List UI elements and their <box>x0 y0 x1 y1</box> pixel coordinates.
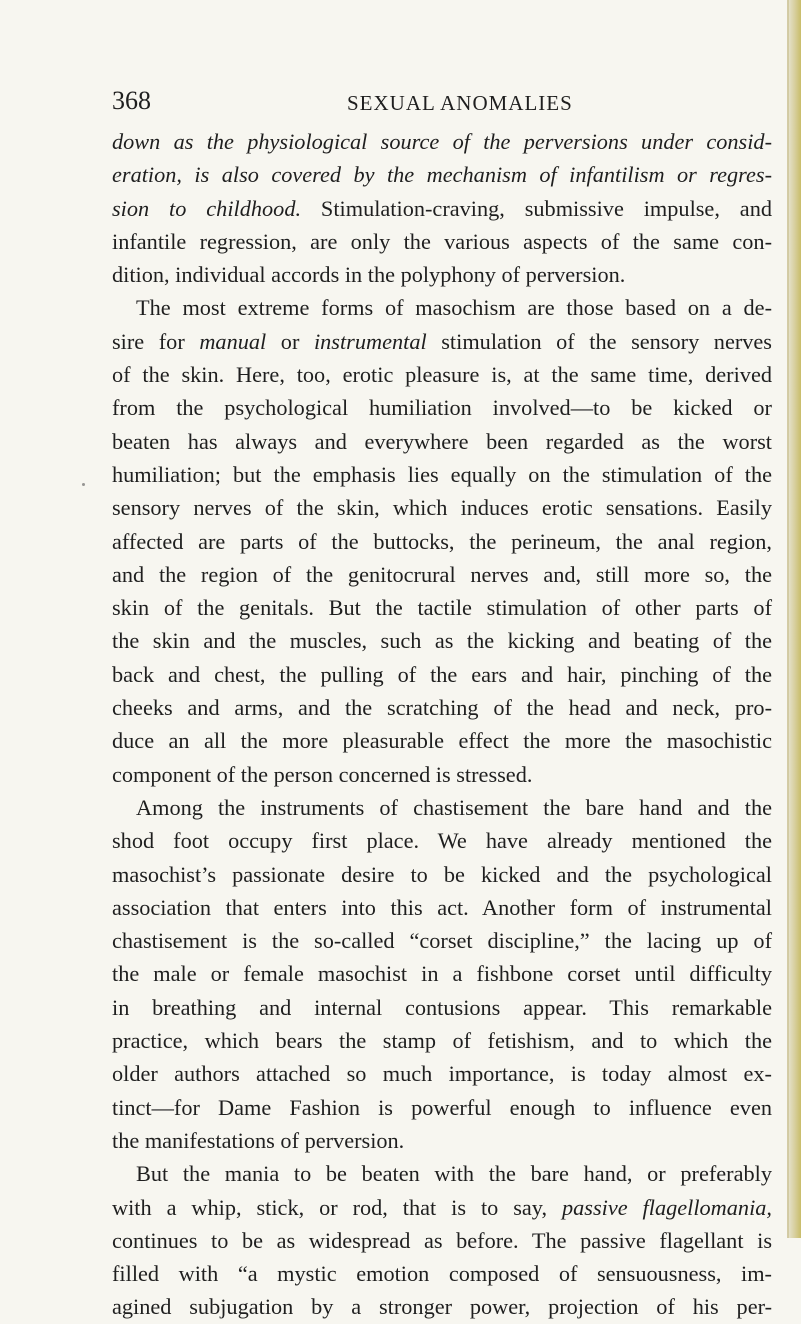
text-segment: chastisement is the so-called “corset discipline,” the lacing up of <box>112 928 772 954</box>
text-line <box>112 691 772 724</box>
text-line <box>112 525 772 558</box>
italic-text: manual <box>199 328 267 354</box>
text-line <box>112 391 772 424</box>
text-segment: duce an all the more pleasurable effect the more the masochistic <box>112 728 772 754</box>
running-header <box>112 86 772 116</box>
text-segment: and the region of the genitocrural nerves and, still more so, the <box>112 561 772 587</box>
text-segment: shod foot occupy first place. We have already mentioned the <box>112 828 772 854</box>
text-line <box>112 291 772 324</box>
text-segment: sire for <box>112 328 200 354</box>
text-line <box>112 991 772 1024</box>
page-number: 368 <box>112 86 151 115</box>
text-segment: sensory nerves of the skin, which induces erotic sensations. Easily <box>112 495 772 521</box>
text-segment: tinct—for Dame Fashion is powerful enough to influence even <box>112 1094 772 1120</box>
text-line <box>112 1124 772 1157</box>
text-line <box>112 458 772 491</box>
text-segment: component of the person concerned is stressed. <box>112 761 533 787</box>
italic-text: eration, is also covered by the mechanism of infantilism or regres- <box>112 162 772 188</box>
text-line <box>112 192 772 225</box>
text-segment: practice, which bears the stamp of fetishism, and to which the <box>112 1028 772 1054</box>
text-segment: the male or female masochist in a fishbone corset until difficulty <box>112 961 772 987</box>
stray-mark <box>82 483 85 486</box>
italic-text: passive flagellomania, <box>562 1194 772 1220</box>
italic-text: down as the physiological source of the perversions under consid- <box>112 129 772 154</box>
text-segment: humiliation; but the emphasis lies equally on the stimulation of the <box>112 461 772 487</box>
text-line <box>112 1257 772 1290</box>
text-segment: in breathing and internal contusions appear. This remarkable <box>112 994 772 1020</box>
text-line <box>112 1024 772 1057</box>
text-segment: infantile regression, are only the various aspects of the same con- <box>112 228 772 254</box>
text-line <box>112 1057 772 1090</box>
text-segment: affected are parts of the buttocks, the perineum, the anal region, <box>112 528 772 554</box>
text-segment: or <box>266 328 314 354</box>
text-line <box>112 425 772 458</box>
text-segment: of the skin. Here, too, erotic pleasure is, at the same time, derived <box>112 362 772 388</box>
text-line <box>112 1157 772 1190</box>
text-line <box>112 125 772 158</box>
text-segment: back and chest, the pulling of the ears and hair, pinching of the <box>112 661 772 687</box>
text-line <box>112 158 772 191</box>
text-segment: skin of the genitals. But the tactile stimulation of other parts of <box>112 595 772 621</box>
text-segment: Stimulation-craving, submissive impulse, and <box>301 195 772 221</box>
text-segment: continues to be as widespread as before. The passive flagellant is <box>112 1227 772 1253</box>
text-segment: association that enters into this act. Another form of instrumental <box>112 894 772 920</box>
text-segment: The most extreme forms of masochism are those based on a de- <box>136 295 772 321</box>
text-line <box>112 491 772 524</box>
text-line <box>112 1191 772 1224</box>
text-line <box>112 558 772 591</box>
text-segment: with a whip, stick, or rod, that is to say, <box>112 1194 562 1220</box>
text-segment: filled with “a mystic emotion composed of sensuousness, im- <box>112 1261 772 1287</box>
text-line <box>112 858 772 891</box>
text-segment: the skin and the muscles, such as the kicking and beating of the <box>112 628 772 654</box>
italic-text: sion to childhood. <box>112 195 302 221</box>
text-line <box>112 824 772 857</box>
text-line <box>112 225 772 258</box>
text-line <box>112 1224 772 1257</box>
text-line <box>112 591 772 624</box>
text-segment: cheeks and arms, and the scratching of the head and neck, pro- <box>112 695 772 721</box>
text-segment: beaten has always and everywhere been regarded as the worst <box>112 428 772 454</box>
text-line <box>112 1091 772 1124</box>
running-head: SEXUAL ANOMALIES <box>347 91 573 115</box>
text-line <box>112 758 772 791</box>
text-segment: masochist’s passionate desire to be kicked and the psychological <box>112 861 772 887</box>
text-segment: stimulation of the sensory nerves <box>426 328 772 354</box>
text-line <box>112 924 772 957</box>
text-line <box>112 358 772 391</box>
text-line <box>112 658 772 691</box>
page-edge <box>787 0 801 1238</box>
text-segment: agined subjugation by a stronger power, projection of his per- <box>112 1294 772 1320</box>
text-line <box>112 624 772 657</box>
text-line <box>112 258 772 291</box>
text-segment: the manifestations of perversion. <box>112 1127 405 1153</box>
text-line <box>112 957 772 990</box>
text-line <box>112 724 772 757</box>
text-line <box>112 791 772 824</box>
text-segment: But the mania to be beaten with the bare hand, or preferably <box>136 1161 772 1187</box>
text-segment: dition, individual accords in the polyphony of perversion. <box>112 262 626 288</box>
text-line <box>112 325 772 358</box>
italic-text: instrumental <box>313 328 427 354</box>
text-segment: from the psychological humiliation involved—to be kicked or <box>112 395 772 421</box>
text-segment: Among the instruments of chastisement the bare hand and the <box>136 794 772 820</box>
text-line <box>112 891 772 924</box>
text-segment: older authors attached so much importance, is today almost ex- <box>112 1061 772 1087</box>
text-line <box>112 1290 772 1323</box>
body-text <box>112 125 772 1324</box>
